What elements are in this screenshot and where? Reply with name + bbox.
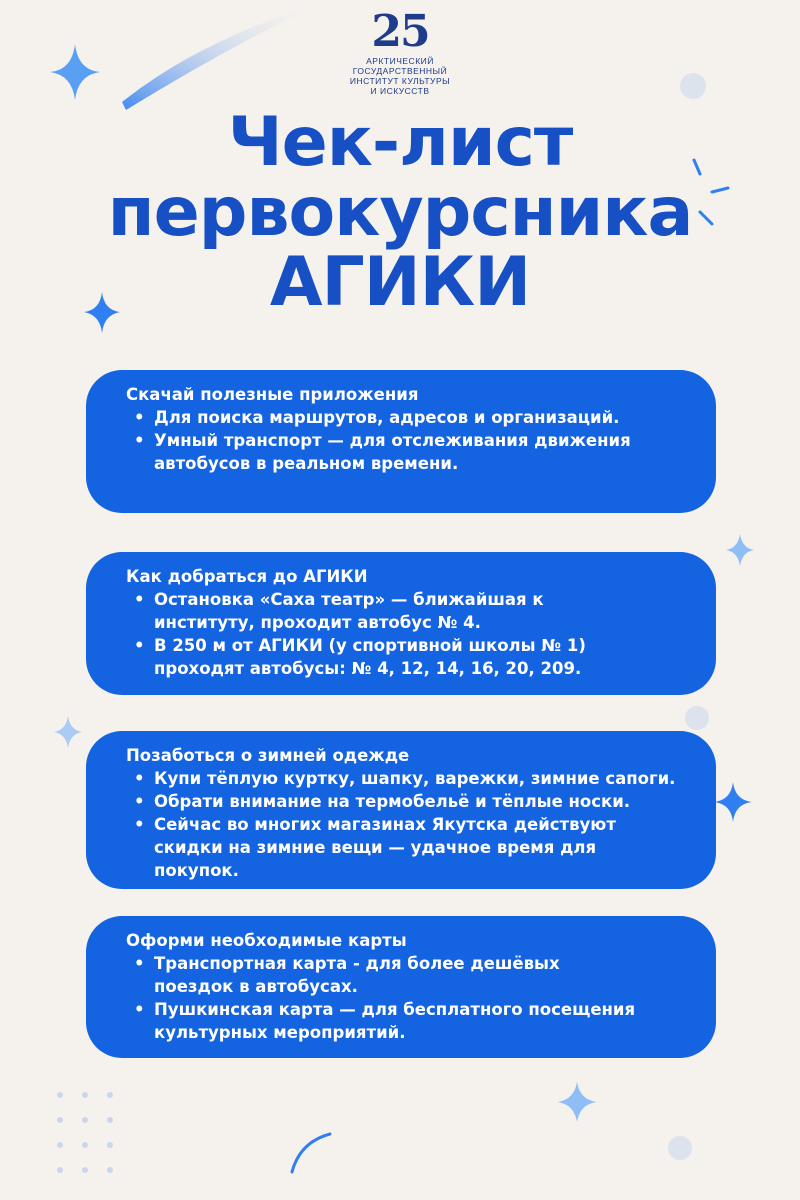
checklist-card-winter-clothes xyxy=(86,731,716,889)
dot-grid-decoration xyxy=(57,1092,113,1173)
card-heading: Скачай полезные приложения xyxy=(126,385,419,404)
logo-text-line: И ИСКУССТВ xyxy=(370,86,430,96)
list-item: • Пушкинская карта — для бесплатного посещения культурных мероприятий. xyxy=(154,998,676,1044)
circle-decoration xyxy=(680,73,706,99)
circle-decoration xyxy=(685,706,709,730)
list-item: • В 250 м от АГИКИ (у спортивной школы № 1) проходят автобусы: № 4, 12, 14, 16, 20, 209. xyxy=(154,634,676,680)
list-item: • Умный транспорт — для отслеживания движения автобусов в реальном времени. xyxy=(154,429,676,475)
comet-streak-decoration xyxy=(122,4,318,110)
card-heading: Позаботься о зимней одежде xyxy=(126,746,410,765)
logo-anniversary-number: 25 xyxy=(371,6,429,57)
logo-text-line: ГОСУДАРСТВЕННЫЙ xyxy=(352,66,448,76)
logo-text-line: АРКТИЧЕСКИЙ xyxy=(366,56,434,66)
sparkle-icon xyxy=(50,44,100,100)
title-line: первокурсника xyxy=(107,173,693,252)
list-item: • Купи тёплую куртку, шапку, варежки, зимние сапоги. xyxy=(154,767,676,790)
list-item: • Сейчас во многих магазинах Якутска действуют скидки на зимние вещи — удачное время для покупок. xyxy=(154,813,676,882)
card-item-list xyxy=(126,952,676,1044)
sparkle-icon xyxy=(54,716,82,748)
arc-decoration xyxy=(292,1134,330,1172)
logo-text-line: ИНСТИТУТ КУЛЬТУРЫ xyxy=(349,76,451,86)
sparkle-icon xyxy=(714,782,752,822)
title-line: Чек-лист xyxy=(227,103,573,182)
card-item-list xyxy=(126,767,676,882)
card-item-list xyxy=(126,406,676,475)
title-line: АГИКИ xyxy=(269,243,531,322)
list-item: • Транспортная карта - для более дешёвых поездок в автобусах. xyxy=(154,952,676,998)
sparkle-icon xyxy=(557,1082,597,1122)
checklist-card-cards xyxy=(86,916,716,1058)
list-item: • Для поиска маршрутов, адресов и организаций. xyxy=(154,406,676,429)
list-item: • Обрати внимание на термобельё и тёплые носки. xyxy=(154,790,676,813)
page-title xyxy=(0,103,800,322)
institute-logo xyxy=(330,8,470,96)
circle-decoration xyxy=(668,1136,692,1160)
card-heading: Как добраться до АГИКИ xyxy=(126,567,368,586)
list-item: • Остановка «Саха театр» — ближайшая к институту, проходит автобус № 4. xyxy=(154,588,676,634)
card-heading: Оформи необходимые карты xyxy=(126,931,407,950)
sparkle-icon xyxy=(726,534,754,566)
checklist-card-apps xyxy=(86,370,716,513)
card-item-list xyxy=(126,588,676,680)
checklist-card-directions xyxy=(86,552,716,695)
